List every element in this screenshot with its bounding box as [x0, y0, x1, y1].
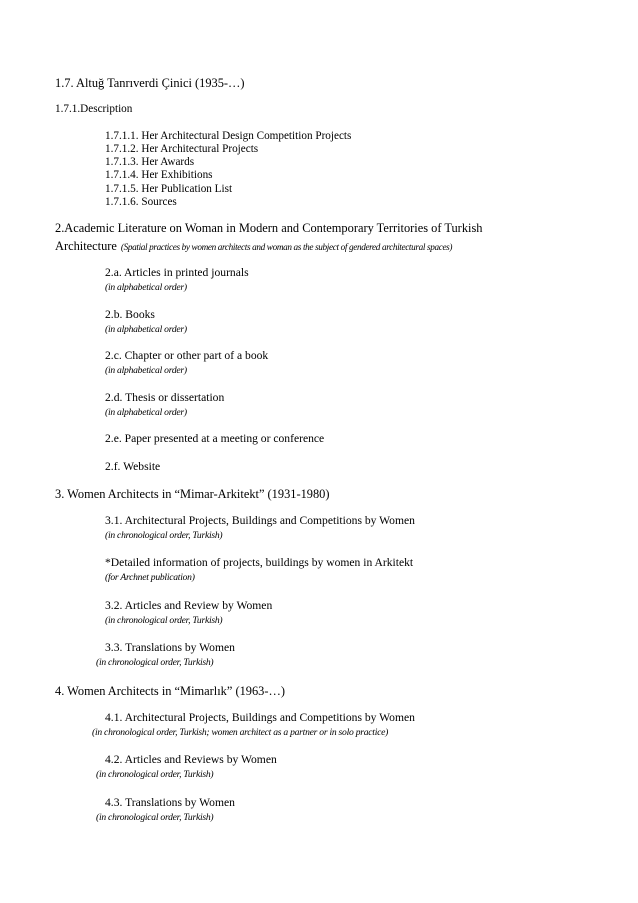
- subsection-2c-note: (in alphabetical order): [105, 365, 187, 376]
- subsection-3-3-label: 3.3. Translations by Women: [105, 641, 235, 654]
- toc-item-1-7-1-4: 1.7.1.4. Her Exhibitions: [105, 169, 213, 181]
- section-4-title: 4. Women Architects in “Mimarlık” (1963-…): [55, 684, 286, 698]
- detailed-info-note: (for Archnet publication): [105, 572, 195, 583]
- section-1-7-title: 1.7. Altuğ Tanrıverdi Çinici (1935-…): [55, 76, 245, 90]
- subsection-3-1-label: 3.1. Architectural Projects, Buildings and Competitions by Women: [105, 514, 415, 527]
- subsection-3-2-label: 3.2. Articles and Review by Women: [105, 599, 273, 612]
- section-3-title: 3. Women Architects in “Mimar-Arkitekt” (1931-1980): [55, 487, 330, 501]
- subsection-4-2-note: (in chronological order, Turkish): [96, 769, 214, 780]
- toc-item-1-7-1-3: 1.7.1.3. Her Awards: [105, 156, 195, 168]
- subsection-2f-label: 2.f. Website: [105, 460, 161, 473]
- subsection-2a-label: 2.a. Articles in printed journals: [105, 266, 249, 279]
- section-2-title-line2: [55, 238, 452, 254]
- subsection-2b-label: 2.b. Books: [105, 308, 155, 321]
- subsection-2b-note: (in alphabetical order): [105, 324, 187, 335]
- section-1-7-1-description-title: 1.7.1.Description: [55, 103, 133, 115]
- toc-item-1-7-1-5: 1.7.1.5. Her Publication List: [105, 183, 233, 195]
- subsection-4-2-label: 4.2. Articles and Reviews by Women: [105, 753, 277, 766]
- subsection-2e-label: 2.e. Paper presented at a meeting or conference: [105, 432, 325, 445]
- section-2-title-continuation: Architecture: [55, 239, 117, 253]
- subsection-4-1-note: (in chronological order, Turkish; women architect as a partner or in solo practice): [92, 727, 389, 738]
- subsection-2d-note: (in alphabetical order): [105, 407, 187, 418]
- subsection-3-1-note: (in chronological order, Turkish): [105, 530, 223, 541]
- toc-item-1-7-1-6: 1.7.1.6. Sources: [105, 196, 177, 208]
- subsection-3-3-note: (in chronological order, Turkish): [96, 657, 214, 668]
- subsection-4-3-label: 4.3. Translations by Women: [105, 796, 235, 809]
- subsection-4-1-label: 4.1. Architectural Projects, Buildings and Competitions by Women: [105, 711, 415, 724]
- subsection-3-2-note: (in chronological order, Turkish): [105, 615, 223, 626]
- detailed-info-label: *Detailed information of projects, buildings by women in Arkitekt: [105, 556, 414, 569]
- subsection-2a-note: (in alphabetical order): [105, 282, 187, 293]
- subsection-2d-label: 2.d. Thesis or dissertation: [105, 391, 225, 404]
- toc-item-1-7-1-1: 1.7.1.1. Her Architectural Design Competition Projects: [105, 130, 352, 142]
- subsection-2c-label: 2.c. Chapter or other part of a book: [105, 349, 269, 362]
- section-2-title: 2.Academic Literature on Woman in Modern and Contemporary Territories of Turkish: [55, 221, 483, 235]
- section-2-title-note: (Spatial practices by women architects and woman as the subject of gendered architectural spaces): [120, 242, 453, 252]
- subsection-4-3-note: (in chronological order, Turkish): [96, 812, 214, 823]
- toc-item-1-7-1-2: 1.7.1.2. Her Architectural Projects: [105, 143, 259, 155]
